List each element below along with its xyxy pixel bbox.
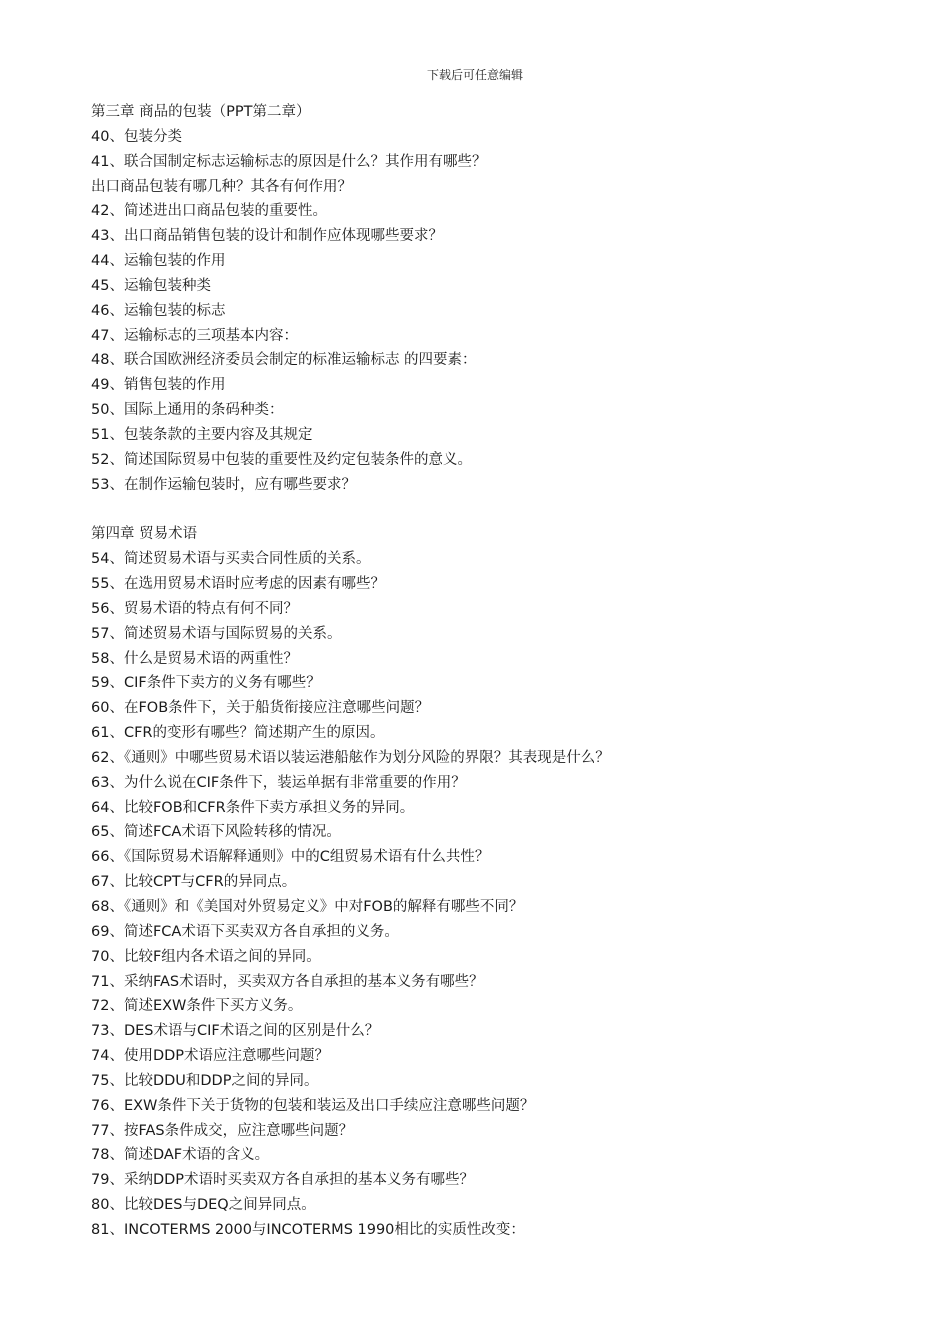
question-line: 47、运输标志的三项基本内容：	[91, 327, 298, 344]
question-line: 81、INCOTERMS 2000与INCOTERMS 1990相比的实质性改变：	[91, 1221, 525, 1238]
question-line: 56、贸易术语的特点有何不同？	[91, 600, 298, 617]
question-line: 57、简述贸易术语与国际贸易的关系。	[91, 625, 342, 642]
blank-line	[91, 498, 911, 523]
question-line: 42、简述进出口商品包装的重要性。	[91, 203, 327, 220]
question-line: 40、包装分类	[91, 128, 182, 145]
question-line: 50、国际上通用的条码种类：	[91, 402, 284, 419]
question-line: 79、采纳DDP术语时买卖双方各自承担的基本义务有哪些？	[91, 1172, 475, 1189]
question-line: 76、EXW条件下关于货物的包装和装运及出口手续应注意哪些问题？	[91, 1097, 535, 1114]
question-line: 46、运输包装的标志	[91, 302, 226, 319]
question-line: 54、简述贸易术语与买卖合同性质的关系。	[91, 551, 371, 568]
question-line: 59、CIF条件下卖方的义务有哪些？	[91, 675, 321, 692]
question-line: 73、DES术语与CIF术语之间的区别是什么？	[91, 1023, 380, 1040]
question-line: 68、《通则》和《美国对外贸易定义》中对FOB的解释有哪些不同？	[91, 899, 524, 915]
question-line: 44、运输包装的作用	[91, 253, 226, 270]
chapter-3-heading: 第三章 商品的包装（PPT第二章）	[91, 104, 311, 120]
question-line: 77、按FAS条件成交，应注意哪些问题？	[91, 1122, 354, 1139]
question-line: 64、比较FOB和CFR条件下卖方承担义务的异同。	[91, 799, 415, 816]
question-line: 74、使用DDP术语应注意哪些问题？	[91, 1048, 330, 1065]
question-line: 66、《国际贸易术语解释通则》中的C组贸易术语有什么共性？	[91, 849, 490, 866]
page-header-note: 下载后可任意编辑	[426, 68, 523, 82]
question-line: 55、在选用贸易术语时应考虑的因素有哪些？	[91, 576, 385, 593]
question-line: 75、比较DDU和DDP之间的异同。	[91, 1072, 319, 1089]
question-line: 41、联合国制定标志运输标志的原因是什么？其作用有哪些？	[91, 153, 487, 170]
question-line: 65、简述FCA术语下风险转移的情况。	[91, 824, 341, 841]
question-line: 72、简述EXW条件下买方义务。	[91, 998, 303, 1015]
question-line: 45、运输包装种类	[91, 277, 211, 294]
question-line: 71、采纳FAS术语时，买卖双方各自承担的基本义务有哪些？	[91, 973, 484, 990]
question-line: 69、简述FCA术语下买卖双方各自承担的义务。	[91, 923, 399, 940]
question-line: 43、出口商品销售包装的设计和制作应体现哪些要求？	[91, 228, 443, 245]
question-line: 出口商品包装有哪几种？其各有何作用？	[91, 178, 352, 195]
question-line: 58、什么是贸易术语的两重性？	[91, 650, 298, 667]
chapter-4-heading: 第四章 贸易术语	[91, 526, 198, 543]
question-line: 51、包装条款的主要内容及其规定	[91, 426, 313, 443]
question-line: 70、比较F组内各术语之间的异同。	[91, 948, 321, 965]
question-line: 63、为什么说在CIF条件下，装运单据有非常重要的作用？	[91, 774, 466, 791]
question-line: 62、《通则》中哪些贸易术语以装运港船舷作为划分风险的界限？其表现是什么？	[91, 749, 610, 766]
question-line: 52、简述国际贸易中包装的重要性及约定包装条件的意义。	[91, 451, 472, 468]
question-line: 49、销售包装的作用	[91, 377, 226, 394]
question-line: 60、在FOB条件下，关于船货衔接应注意哪些问题？	[91, 700, 430, 717]
question-line: 61、CFR的变形有哪些？简述期产生的原因。	[91, 725, 385, 742]
question-line: 67、比较CPT与CFR的异同点。	[91, 874, 297, 891]
question-line: 53、在制作运输包装时，应有哪些要求？	[91, 476, 356, 493]
document-body	[91, 100, 911, 1243]
question-line: 48、联合国欧洲经济委员会制定的标准运输标志 的四要素：	[91, 352, 477, 369]
question-line: 78、简述DAF术语的含义。	[91, 1147, 270, 1164]
question-line: 80、比较DES与DEQ之间异同点。	[91, 1197, 316, 1214]
